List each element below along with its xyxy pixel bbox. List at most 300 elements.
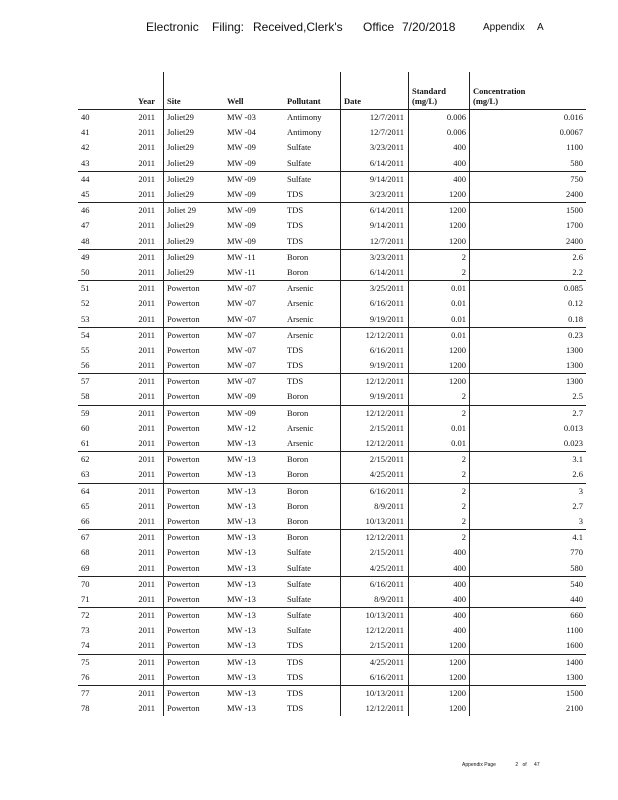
cell-date: 2/15/2011 <box>341 545 409 560</box>
cell-well: MW -13 <box>224 608 284 624</box>
cell-conc: 440 <box>470 592 587 608</box>
cell-n: 64 <box>78 483 108 499</box>
cell-date: 10/13/2011 <box>341 685 409 701</box>
cell-year: 2011 <box>138 469 155 480</box>
cell-pollutant: Boron <box>284 249 341 265</box>
cell-pollutant: Arsenic <box>287 298 314 309</box>
cell-pollutant: Arsenic <box>287 438 314 449</box>
header-received: Received,Clerk's <box>253 20 343 34</box>
cell-site: Powerton <box>164 514 225 530</box>
cell-n: 71 <box>81 593 90 604</box>
cell-conc: 540 <box>470 576 587 592</box>
cell-well: MW -13 <box>227 515 256 526</box>
cell-standard: 400 <box>409 140 470 155</box>
table-row <box>78 171 586 187</box>
cell-date: 6/16/2011 <box>341 296 409 311</box>
cell-date: 6/14/2011 <box>341 156 409 172</box>
cell-n: 59 <box>78 405 108 421</box>
cell-conc: 0.23 <box>470 327 587 343</box>
cell-standard: 400 <box>409 545 470 560</box>
cell-standard: 0.01 <box>409 311 470 327</box>
cell-site: Powerton <box>164 436 225 452</box>
cell-n: 49 <box>78 249 108 265</box>
cell-standard: 1200 <box>409 685 470 701</box>
cell-n: 42 <box>81 142 90 153</box>
cell-well: MW -13 <box>227 671 256 682</box>
cell-well: MW -09 <box>224 203 284 219</box>
cell-pollutant: TDS <box>287 189 304 200</box>
cell-standard: 2 <box>409 530 470 546</box>
cell-site: Powerton <box>164 592 225 608</box>
cell-n: 41 <box>81 127 90 138</box>
cell-well: MW -12 <box>227 422 256 433</box>
table-row <box>78 389 586 405</box>
cell-conc: 0.016 <box>470 110 587 126</box>
cell-n: 62 <box>78 452 108 468</box>
table-row <box>78 530 586 546</box>
table-row <box>78 311 586 327</box>
cell-pollutant: TDS <box>287 220 304 231</box>
cell-date: 4/25/2011 <box>341 654 409 670</box>
cell-site: Powerton <box>164 311 225 327</box>
col-pollutant: Pollutant <box>284 72 341 110</box>
cell-conc: 1300 <box>470 374 587 390</box>
cell-well: MW -13 <box>227 500 256 511</box>
cell-conc: 1100 <box>470 140 587 155</box>
cell-pollutant: Boron <box>284 530 341 546</box>
table-row <box>78 358 586 374</box>
cell-date: 6/16/2011 <box>341 670 409 686</box>
table-body <box>78 110 586 717</box>
cell-site: Powerton <box>164 701 225 716</box>
cell-standard: 1200 <box>409 218 470 233</box>
table-row <box>78 436 586 452</box>
cell-conc: 2400 <box>470 187 587 203</box>
page-footer <box>462 762 558 768</box>
cell-date: 12/12/2011 <box>341 701 409 716</box>
cell-pollutant: Sulfate <box>287 547 312 558</box>
cell-standard: 0.006 <box>409 125 470 140</box>
cell-well: MW -04 <box>227 127 256 138</box>
table-row <box>78 623 586 638</box>
cell-year: 2011 <box>138 391 155 402</box>
header-date: 7/20/2018 <box>402 20 456 34</box>
col-year: Year <box>108 72 164 110</box>
cell-site: Powerton <box>164 530 225 546</box>
cell-pollutant: Arsenic <box>284 281 341 297</box>
cell-year: 2011 <box>108 685 164 701</box>
cell-conc: 1300 <box>470 670 587 686</box>
table-row <box>78 499 586 514</box>
cell-year: 2011 <box>138 671 155 682</box>
cell-site: Powerton <box>164 405 225 421</box>
cell-year: 2011 <box>138 422 155 433</box>
cell-well: MW -13 <box>224 530 284 546</box>
table-row <box>78 296 586 311</box>
cell-conc: 750 <box>470 171 587 187</box>
table-row <box>78 483 586 499</box>
cell-conc: 580 <box>470 560 587 576</box>
cell-date: 8/9/2011 <box>341 499 409 514</box>
cell-conc: 1500 <box>470 203 587 219</box>
data-table <box>78 72 586 716</box>
table-row <box>78 608 586 624</box>
cell-conc: 1600 <box>470 638 587 654</box>
cell-site: Powerton <box>164 374 225 390</box>
cell-pollutant: TDS <box>287 235 304 246</box>
cell-n: 57 <box>78 374 108 390</box>
cell-pollutant: Boron <box>287 469 309 480</box>
cell-site: Powerton <box>164 467 225 483</box>
cell-well: MW -09 <box>227 220 256 231</box>
cell-standard: 400 <box>409 171 470 187</box>
cell-standard: 2 <box>409 499 470 514</box>
cell-conc: 0.085 <box>470 281 587 297</box>
header-appendix: Appendix <box>483 22 525 33</box>
cell-site: Joliet29 <box>164 156 225 172</box>
cell-date: 9/14/2011 <box>341 171 409 187</box>
cell-date: 12/12/2011 <box>341 405 409 421</box>
cell-year: 2011 <box>108 608 164 624</box>
cell-date: 4/25/2011 <box>341 467 409 483</box>
cell-year: 2011 <box>138 703 155 714</box>
cell-year: 2011 <box>138 640 155 651</box>
cell-n: 68 <box>81 547 90 558</box>
table-row <box>78 576 586 592</box>
cell-well: MW -03 <box>227 112 256 123</box>
table-row <box>78 701 586 716</box>
cell-year: 2011 <box>138 313 155 324</box>
cell-year: 2011 <box>138 360 155 371</box>
table-row <box>78 265 586 281</box>
cell-n: 43 <box>81 157 90 168</box>
cell-date: 9/19/2011 <box>341 389 409 405</box>
cell-pollutant: Arsenic <box>287 422 314 433</box>
cell-standard: 0.01 <box>409 421 470 436</box>
cell-standard: 0.01 <box>409 436 470 452</box>
cell-pollutant: Boron <box>287 500 309 511</box>
table-row <box>78 203 586 219</box>
cell-n: 78 <box>81 703 90 714</box>
cell-date: 3/23/2011 <box>341 249 409 265</box>
cell-year: 2011 <box>138 142 155 153</box>
cell-well: MW -07 <box>227 344 256 355</box>
table-row <box>78 638 586 654</box>
cell-date: 6/16/2011 <box>341 483 409 499</box>
table-row <box>78 218 586 233</box>
cell-standard: 1200 <box>409 343 470 358</box>
cell-conc: 2.7 <box>470 405 587 421</box>
cell-standard: 400 <box>409 608 470 624</box>
cell-n: 60 <box>81 422 90 433</box>
cell-site: Joliet29 <box>164 110 225 126</box>
cell-site: Powerton <box>164 670 225 686</box>
cell-pollutant: TDS <box>287 640 304 651</box>
cell-n: 47 <box>81 220 90 231</box>
cell-site: Powerton <box>164 358 225 374</box>
cell-site: Powerton <box>164 327 225 343</box>
cell-standard: 1200 <box>409 187 470 203</box>
cell-year: 2011 <box>108 452 164 468</box>
cell-pollutant: Boron <box>287 266 309 277</box>
cell-well: MW -13 <box>227 438 256 449</box>
cell-pollutant: Sulfate <box>284 608 341 624</box>
table-row <box>78 110 586 126</box>
cell-conc: 1300 <box>470 358 587 374</box>
col-site: Site <box>164 72 225 110</box>
cell-conc: 0.013 <box>470 421 587 436</box>
cell-standard: 2 <box>409 249 470 265</box>
cell-year: 2011 <box>108 327 164 343</box>
cell-site: Joliet29 <box>164 171 225 187</box>
cell-conc: 2.2 <box>470 265 587 281</box>
table-row <box>78 514 586 530</box>
cell-pollutant: TDS <box>284 685 341 701</box>
cell-conc: 1400 <box>470 654 587 670</box>
cell-n: 77 <box>78 685 108 701</box>
table-row <box>78 343 586 358</box>
cell-standard: 1200 <box>409 654 470 670</box>
footer-total: 47 <box>534 762 540 768</box>
cell-standard: 2 <box>409 514 470 530</box>
cell-year: 2011 <box>138 266 155 277</box>
cell-well: MW -07 <box>227 298 256 309</box>
cell-site: Powerton <box>164 654 225 670</box>
cell-well: MW -13 <box>224 685 284 701</box>
cell-well: MW -13 <box>227 547 256 558</box>
cell-n: 44 <box>78 171 108 187</box>
cell-date: 6/16/2011 <box>341 576 409 592</box>
cell-conc: 2.5 <box>470 389 587 405</box>
cell-well: MW -09 <box>227 142 256 153</box>
cell-year: 2011 <box>138 220 155 231</box>
cell-date: 2/15/2011 <box>341 421 409 436</box>
cell-n: 70 <box>78 576 108 592</box>
cell-standard: 1200 <box>409 234 470 250</box>
header-office: Office <box>363 20 395 34</box>
cell-pollutant: Antimony <box>287 112 322 123</box>
cell-n: 58 <box>81 391 90 402</box>
cell-n: 66 <box>81 515 90 526</box>
cell-year: 2011 <box>108 530 164 546</box>
table-row <box>78 327 586 343</box>
cell-standard: 0.006 <box>409 110 470 126</box>
cell-site: Powerton <box>164 545 225 560</box>
cell-conc: 770 <box>470 545 587 560</box>
cell-year: 2011 <box>108 483 164 499</box>
cell-conc: 4.1 <box>470 530 587 546</box>
cell-pollutant: TDS <box>287 360 304 371</box>
cell-site: Powerton <box>164 452 225 468</box>
cell-pollutant: TDS <box>284 374 341 390</box>
table-row <box>78 545 586 560</box>
cell-n: 75 <box>78 654 108 670</box>
cell-well: MW -13 <box>227 703 256 714</box>
cell-date: 12/12/2011 <box>341 623 409 638</box>
cell-standard: 1200 <box>409 358 470 374</box>
table-row <box>78 592 586 608</box>
cell-standard: 400 <box>409 592 470 608</box>
table-row <box>78 670 586 686</box>
cell-site: Powerton <box>164 343 225 358</box>
cell-site: Powerton <box>164 576 225 592</box>
cell-site: Joliet29 <box>164 234 225 250</box>
cell-well: MW -07 <box>224 327 284 343</box>
cell-pollutant: Boron <box>287 391 309 402</box>
table-header-row <box>78 72 586 110</box>
cell-site: Powerton <box>164 685 225 701</box>
cell-conc: 1700 <box>470 218 587 233</box>
cell-n: 61 <box>81 438 90 449</box>
cell-pollutant: Sulfate <box>287 593 312 604</box>
cell-year: 2011 <box>108 203 164 219</box>
cell-pollutant: Boron <box>284 452 341 468</box>
cell-date: 10/13/2011 <box>341 608 409 624</box>
cell-conc: 0.18 <box>470 311 587 327</box>
cell-conc: 3 <box>470 514 587 530</box>
cell-well: MW -09 <box>224 405 284 421</box>
cell-standard: 2 <box>409 467 470 483</box>
cell-n: 52 <box>81 298 90 309</box>
col-concentration: Concentration (mg/L) <box>470 72 587 110</box>
cell-site: Joliet29 <box>164 140 225 155</box>
cell-site: Powerton <box>164 560 225 576</box>
cell-year: 2011 <box>138 298 155 309</box>
cell-conc: 2.7 <box>470 499 587 514</box>
cell-year: 2011 <box>108 576 164 592</box>
cell-pollutant: Boron <box>287 515 309 526</box>
cell-date: 3/23/2011 <box>341 140 409 155</box>
cell-site: Powerton <box>164 281 225 297</box>
cell-n: 67 <box>78 530 108 546</box>
cell-conc: 2.6 <box>470 467 587 483</box>
cell-year: 2011 <box>108 281 164 297</box>
cell-conc: 0.12 <box>470 296 587 311</box>
cell-pollutant: Arsenic <box>284 327 341 343</box>
header-electronic: Electronic <box>146 20 199 34</box>
cell-site: Joliet29 <box>164 249 225 265</box>
footer-page: 2 <box>515 762 519 768</box>
table-row <box>78 125 586 140</box>
cell-date: 12/7/2011 <box>341 110 409 126</box>
cell-date: 12/12/2011 <box>341 436 409 452</box>
cell-n: 54 <box>78 327 108 343</box>
cell-n: 65 <box>81 500 90 511</box>
cell-standard: 400 <box>409 623 470 638</box>
cell-date: 9/19/2011 <box>341 311 409 327</box>
cell-standard: 1200 <box>409 701 470 716</box>
cell-n: 74 <box>81 640 90 651</box>
cell-well: MW -07 <box>227 360 256 371</box>
cell-date: 12/7/2011 <box>341 234 409 250</box>
cell-conc: 660 <box>470 608 587 624</box>
cell-pollutant: TDS <box>284 654 341 670</box>
cell-n: 72 <box>78 608 108 624</box>
cell-conc: 0.0067 <box>470 125 587 140</box>
cell-conc: 1100 <box>470 623 587 638</box>
cell-conc: 2100 <box>470 701 587 716</box>
cell-n: 56 <box>81 360 90 371</box>
cell-date: 3/23/2011 <box>341 187 409 203</box>
cell-pollutant: Sulfate <box>284 171 341 187</box>
cell-site: Joliet29 <box>164 218 225 233</box>
cell-year: 2011 <box>138 593 155 604</box>
cell-date: 12/12/2011 <box>341 327 409 343</box>
cell-well: MW -09 <box>227 391 256 402</box>
cell-standard: 2 <box>409 452 470 468</box>
cell-standard: 2 <box>409 265 470 281</box>
cell-date: 3/25/2011 <box>341 281 409 297</box>
cell-date: 12/7/2011 <box>341 125 409 140</box>
cell-pollutant: Sulfate <box>287 142 312 153</box>
cell-date: 9/14/2011 <box>341 218 409 233</box>
footer-label: Appendix Page <box>462 762 496 768</box>
cell-year: 2011 <box>108 374 164 390</box>
cell-standard: 0.01 <box>409 296 470 311</box>
cell-date: 2/15/2011 <box>341 638 409 654</box>
cell-standard: 400 <box>409 156 470 172</box>
cell-pollutant: TDS <box>287 344 304 355</box>
table-row <box>78 234 586 250</box>
cell-conc: 580 <box>470 156 587 172</box>
cell-n: 51 <box>78 281 108 297</box>
cell-conc: 3 <box>470 483 587 499</box>
cell-standard: 1200 <box>409 670 470 686</box>
cell-pollutant: TDS <box>284 203 341 219</box>
table-row <box>78 281 586 297</box>
cell-well: MW -11 <box>227 266 256 277</box>
cell-well: MW -11 <box>224 249 284 265</box>
cell-site: Powerton <box>164 421 225 436</box>
table-row <box>78 249 586 265</box>
cell-n: 55 <box>81 344 90 355</box>
cell-n: 48 <box>81 235 90 246</box>
cell-n: 45 <box>81 189 90 200</box>
cell-pollutant: TDS <box>287 671 304 682</box>
table-row <box>78 467 586 483</box>
col-date: Date <box>341 72 409 110</box>
cell-standard: 2 <box>409 483 470 499</box>
table-row <box>78 405 586 421</box>
col-well: Well <box>224 72 284 110</box>
cell-well: MW -07 <box>224 281 284 297</box>
cell-date: 12/12/2011 <box>341 374 409 390</box>
cell-year: 2011 <box>108 654 164 670</box>
cell-conc: 2.6 <box>470 249 587 265</box>
table-row <box>78 156 586 172</box>
cell-year: 2011 <box>138 344 155 355</box>
cell-n: 63 <box>81 469 90 480</box>
cell-year: 2011 <box>138 157 155 168</box>
table-row <box>78 374 586 390</box>
cell-well: MW -13 <box>224 654 284 670</box>
cell-site: Powerton <box>164 483 225 499</box>
cell-site: Powerton <box>164 638 225 654</box>
cell-well: MW -13 <box>227 469 256 480</box>
cell-site: Joliet29 <box>164 265 225 281</box>
cell-year: 2011 <box>138 189 155 200</box>
cell-standard: 1200 <box>409 638 470 654</box>
cell-site: Joliet29 <box>164 125 225 140</box>
cell-year: 2011 <box>138 500 155 511</box>
cell-conc: 1300 <box>470 343 587 358</box>
cell-n: 46 <box>78 203 108 219</box>
cell-pollutant: Boron <box>284 483 341 499</box>
cell-site: Powerton <box>164 296 225 311</box>
cell-well: MW -13 <box>224 452 284 468</box>
cell-year: 2011 <box>108 171 164 187</box>
cell-well: MW -09 <box>227 189 256 200</box>
